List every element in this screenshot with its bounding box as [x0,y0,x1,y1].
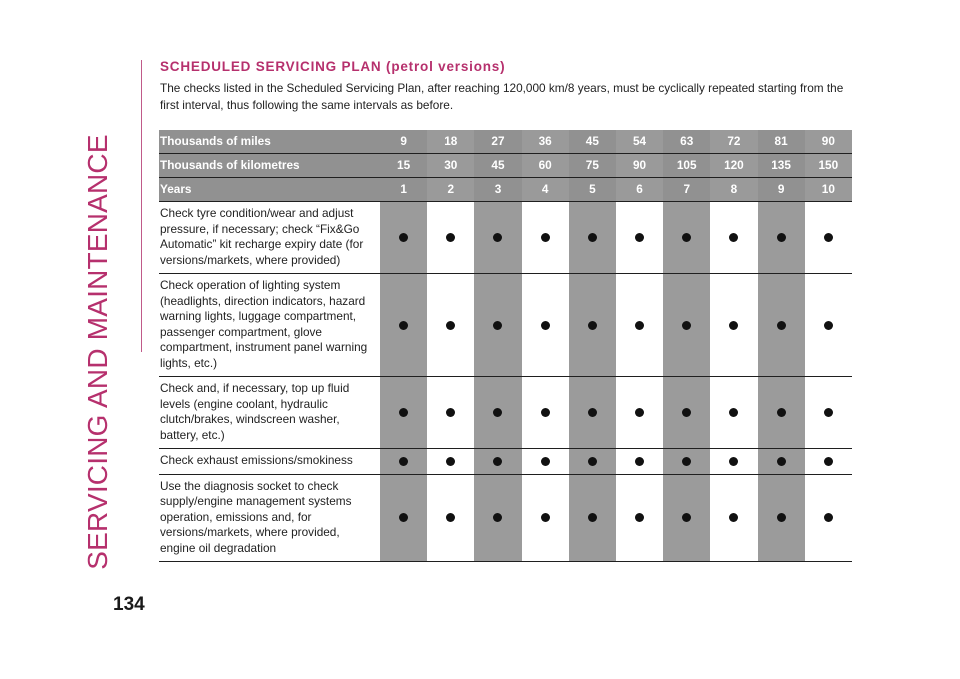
interval-cell [474,449,521,475]
header-row-value: 63 [663,130,710,154]
check-dot-icon [777,513,786,522]
check-description [159,202,380,274]
interval-cell [380,202,427,274]
check-dot-icon [777,408,786,417]
header-row-value: 135 [758,154,805,178]
check-dot-icon [729,408,738,417]
check-dot-icon [729,233,738,242]
interval-cell [474,474,521,562]
servicing-plan-table [159,130,852,562]
table-row [159,202,852,274]
check-dot-icon [493,233,502,242]
check-description [159,377,380,449]
interval-cell [663,202,710,274]
check-dot-icon [635,233,644,242]
header-row-label: Thousands of miles [159,130,380,154]
check-dot-icon [446,233,455,242]
check-dot-icon [446,513,455,522]
check-dot-icon [588,233,597,242]
check-dot-icon [588,513,597,522]
check-dot-icon [824,457,833,466]
header-row-value: 9 [758,178,805,202]
interval-cell [474,202,521,274]
header-row-value: 2 [427,178,474,202]
check-dot-icon [493,408,502,417]
header-row-value: 4 [522,178,569,202]
check-description-text: Check operation of lighting system (headlights, direction indicators, hazard warning lights, luggage compartment, passenger compartment, glove compartment, instrument panel warning lights, etc.) [160,278,368,370]
interval-cell [569,274,616,377]
interval-cell [522,474,569,562]
header-row-value: 3 [474,178,521,202]
table-row [159,274,852,377]
interval-cell [427,377,474,449]
check-description-text: Check and, if necessary, top up fluid levels (engine coolant, hydraulic clutch/brakes, windscreen washer, battery, etc.) [160,381,350,442]
header-row-value: 7 [663,178,710,202]
interval-cell [522,377,569,449]
check-dot-icon [541,408,550,417]
check-dot-icon [635,321,644,330]
interval-cell [522,274,569,377]
check-dot-icon [399,233,408,242]
check-dot-icon [824,408,833,417]
header-row-value: 81 [758,130,805,154]
check-description [159,449,380,475]
check-dot-icon [588,457,597,466]
side-section-title-text: SERVICING AND MAINTENANCE [82,134,113,570]
check-dot-icon [824,233,833,242]
interval-cell [569,202,616,274]
table-row [159,377,852,449]
interval-cell [805,474,852,562]
header-row-value: 54 [616,130,663,154]
header-row-value: 45 [569,130,616,154]
header-row-value: 36 [522,130,569,154]
interval-cell [380,274,427,377]
check-dot-icon [824,321,833,330]
check-dot-icon [635,513,644,522]
interval-cell [758,202,805,274]
header-row-value: 30 [427,154,474,178]
check-dot-icon [399,513,408,522]
check-dot-icon [446,408,455,417]
interval-cell [663,474,710,562]
header-row-value: 27 [474,130,521,154]
header-row [159,154,852,178]
check-dot-icon [588,408,597,417]
interval-cell [569,377,616,449]
check-dot-icon [824,513,833,522]
check-dot-icon [588,321,597,330]
interval-cell [663,377,710,449]
interval-cell [427,449,474,475]
check-dot-icon [682,408,691,417]
interval-cell [805,449,852,475]
interval-cell [616,474,663,562]
interval-cell [710,449,757,475]
check-dot-icon [682,513,691,522]
check-dot-icon [729,321,738,330]
header-row-value: 18 [427,130,474,154]
header-row-value: 75 [569,154,616,178]
interval-cell [616,274,663,377]
check-description [159,274,380,377]
interval-cell [758,474,805,562]
interval-cell [663,274,710,377]
interval-cell [380,449,427,475]
header-row-value: 150 [805,154,852,178]
check-dot-icon [399,457,408,466]
side-divider [141,60,142,352]
check-dot-icon [777,321,786,330]
interval-cell [522,202,569,274]
intro-paragraph: The checks listed in the Scheduled Servicing Plan, after reaching 120,000 km/8 years, must be cyclically repeated starting from the first interval, thus following the same intervals as before. [160,81,844,112]
page-title: SCHEDULED SERVICING PLAN (petrol versions) [160,59,506,74]
interval-cell [522,449,569,475]
interval-cell [663,449,710,475]
header-row [159,178,852,202]
header-row-value: 45 [474,154,521,178]
check-dot-icon [777,233,786,242]
interval-cell [474,377,521,449]
check-dot-icon [399,321,408,330]
table-row [159,474,852,562]
check-dot-icon [635,457,644,466]
check-dot-icon [493,457,502,466]
check-dot-icon [446,321,455,330]
check-description-text: Check tyre condition/wear and adjust pressure, if necessary; check “Fix&Go Automatic” kit recharge expiry date (for versions/markets, where provided) [160,206,364,267]
header-row-label: Thousands of kilometres [159,154,380,178]
servicing-plan-body [159,130,852,562]
header-row-value: 15 [380,154,427,178]
interval-cell [710,274,757,377]
header-row-label: Years [159,178,380,202]
check-dot-icon [729,513,738,522]
page-number: 134 [113,594,145,615]
header-row-value: 120 [710,154,757,178]
table-row [159,449,852,475]
interval-cell [758,274,805,377]
header-row-value: 10 [805,178,852,202]
check-dot-icon [541,457,550,466]
interval-cell [569,474,616,562]
interval-cell [616,377,663,449]
header-row-value: 1 [380,178,427,202]
header-row-value: 90 [616,154,663,178]
header-row-value: 5 [569,178,616,202]
header-row [159,130,852,154]
check-dot-icon [682,457,691,466]
check-dot-icon [541,513,550,522]
check-description-text: Use the diagnosis socket to check supply/engine management systems operation, emissions and, for versions/markets, where provided, engine oil degradation [160,478,352,555]
check-dot-icon [682,233,691,242]
interval-cell [758,449,805,475]
header-row-value: 9 [380,130,427,154]
interval-cell [758,377,805,449]
check-dot-icon [493,513,502,522]
header-row-value: 8 [710,178,757,202]
check-dot-icon [729,457,738,466]
interval-cell [710,202,757,274]
header-row-value: 72 [710,130,757,154]
interval-cell [805,274,852,377]
interval-cell [805,377,852,449]
interval-cell [474,274,521,377]
check-dot-icon [446,457,455,466]
interval-cell [616,449,663,475]
check-dot-icon [682,321,691,330]
interval-cell [616,202,663,274]
interval-cell [427,474,474,562]
header-row-value: 6 [616,178,663,202]
check-description [159,474,380,562]
check-description-text: Check exhaust emissions/smokiness [160,453,353,467]
interval-cell [427,274,474,377]
header-row-value: 105 [663,154,710,178]
check-dot-icon [635,408,644,417]
interval-cell [380,474,427,562]
header-row-value: 60 [522,154,569,178]
interval-cell [710,377,757,449]
interval-cell [569,449,616,475]
check-dot-icon [777,457,786,466]
interval-cell [380,377,427,449]
interval-cell [710,474,757,562]
check-dot-icon [493,321,502,330]
header-row-value: 90 [805,130,852,154]
interval-cell [427,202,474,274]
interval-cell [805,202,852,274]
check-dot-icon [541,321,550,330]
check-dot-icon [399,408,408,417]
check-dot-icon [541,233,550,242]
